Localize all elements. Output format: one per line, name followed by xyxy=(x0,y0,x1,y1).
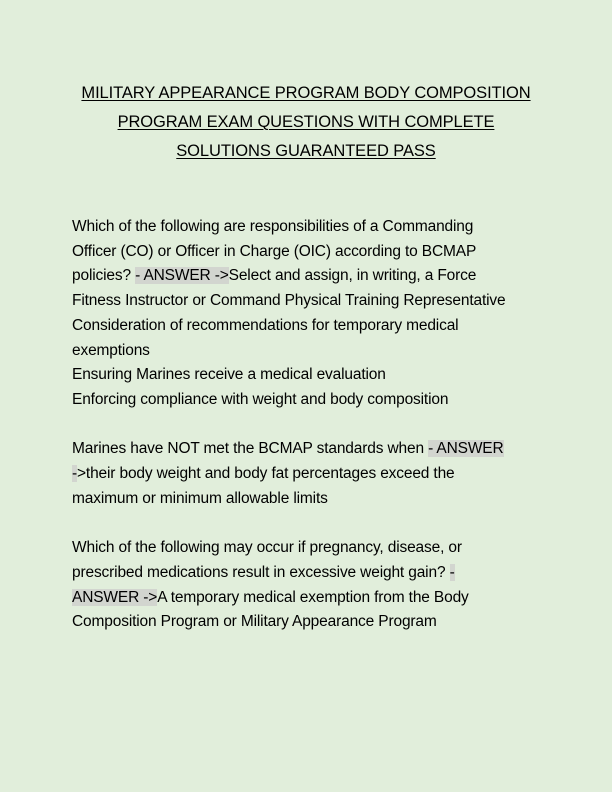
q3-answer-marker-cont: ANSWER -> xyxy=(72,588,158,606)
q3-line-1: Which of the following may occur if pregnancy, disease, or xyxy=(72,539,462,557)
q3-line-2 xyxy=(72,561,548,586)
q2-question: Marines have NOT met the BCMAP standards when xyxy=(72,440,429,458)
q3-line-4: Composition Program or Military Appearance Program xyxy=(72,613,437,631)
title-line-1: MILITARY APPEARANCE PROGRAM BODY COMPOSITION xyxy=(81,84,531,102)
q2-answer-start: >their body weight and body fat percentages exceed the xyxy=(77,465,455,483)
question-block-2 xyxy=(72,437,548,511)
q2-line-3: maximum or minimum allowable limits xyxy=(72,489,328,507)
q1-line-4: Fitness Instructor or Command Physical Training Representative xyxy=(72,292,506,310)
q2-line-2 xyxy=(72,462,548,487)
q1-answer-marker: - ANSWER -> xyxy=(135,267,229,285)
q3-answer-start: A temporary medical exemption from the Body xyxy=(157,588,469,606)
q3-answer-marker: - xyxy=(449,563,455,581)
document-body xyxy=(72,215,548,635)
q3-line-3 xyxy=(72,586,548,611)
q1-line-7: Ensuring Marines receive a medical evaluation xyxy=(72,366,386,384)
q1-line-5: Consideration of recommendations for temporary medical xyxy=(72,316,459,334)
q1-question-end: policies? xyxy=(72,267,136,285)
q1-line-2: Officer (CO) or Officer in Charge (OIC) according to BCMAP xyxy=(72,242,477,260)
title-line-2: PROGRAM EXAM QUESTIONS WITH COMPLETE xyxy=(117,113,495,131)
q3-question-end: prescribed medications result in excessive weight gain? xyxy=(72,563,450,581)
title-line-3: SOLUTIONS GUARANTEED PASS xyxy=(176,142,436,160)
q1-line-3 xyxy=(72,264,548,289)
q1-line-1: Which of the following are responsibilities of a Commanding xyxy=(72,218,474,235)
q2-answer-marker: - ANSWER xyxy=(428,440,504,458)
q2-answer-marker-cont: - xyxy=(72,465,78,483)
q1-line-8: Enforcing compliance with weight and body composition xyxy=(72,390,449,408)
q1-answer-start: Select and assign, in writing, a Force xyxy=(228,267,477,285)
q1-line-6: exemptions xyxy=(72,341,150,359)
q2-line-1 xyxy=(72,437,548,462)
document-title xyxy=(60,79,552,166)
question-block-3 xyxy=(72,536,548,635)
question-block-1 xyxy=(72,215,548,413)
